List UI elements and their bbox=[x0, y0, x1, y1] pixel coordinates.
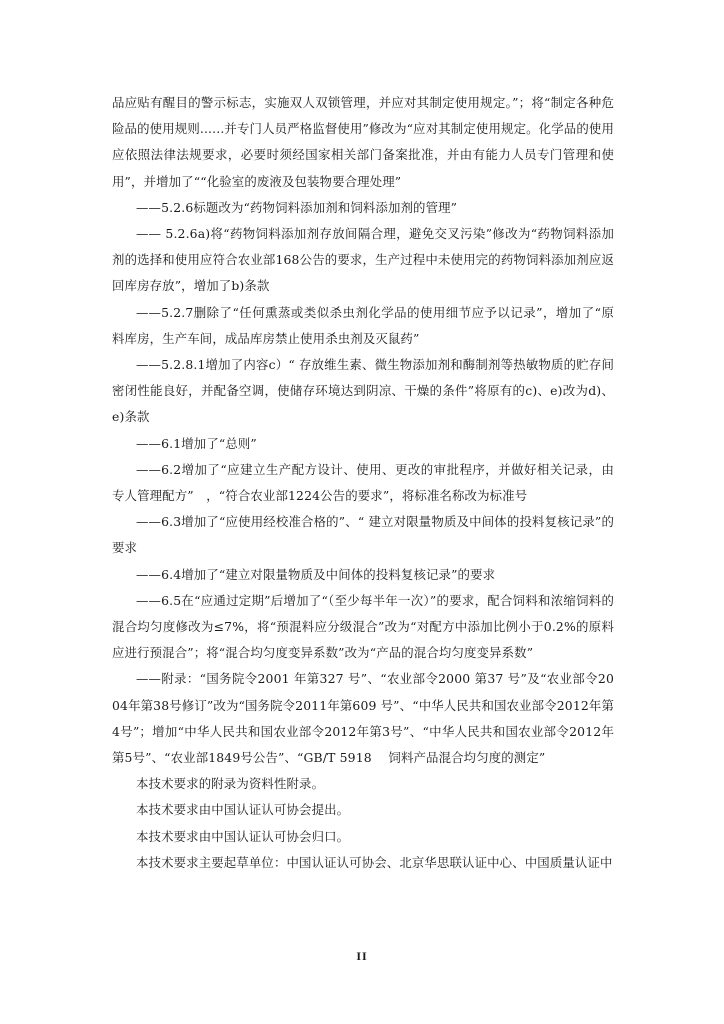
paragraph-drafting-units: 本技术要求主要起草单位：中国认证认可协会、北京华思联认证中心、中国质量认证中 bbox=[136, 854, 613, 870]
paragraph-6-4: ——6.4增加了“建立对限量物质及中间体的投料复核记录”的要求 bbox=[136, 566, 496, 582]
paragraph-5-2-7: ——5.2.7删除了“任何熏蒸或类似杀虫剂化学品的使用细节应予以记录”，增加了“原料库房，生产车间，成品库房禁止使用杀虫剂及灭鼠药” bbox=[112, 304, 614, 346]
paragraph-administered-by: 本技术要求由中国认证认可协会归口。 bbox=[136, 828, 350, 844]
paragraph-6-1: ——6.1增加了“总则” bbox=[136, 435, 257, 451]
paragraph-5-2-6a: —— 5.2.6a)将“药物饲料添加剂存放间隔合理，避免交叉污染”修改为“药物饲料添加剂的选择和使用应符合农业部168公告的要求，生产过程中未使用完的药物饲料添加剂应返回库房存放”，增加了b)条款 bbox=[112, 226, 614, 294]
paragraph-6-3: ——6.3增加了“应使用经校准合格的”、“ 建立对限量物质及中间体的投料复核记录”的要求 bbox=[112, 514, 614, 556]
paragraph-proposed-by: 本技术要求由中国认证认可协会提出。 bbox=[136, 802, 350, 818]
paragraph-6-5: ——6.5在“应通过定期”后增加了“（至少每半年一次）”的要求，配合饲料和浓缩饲料的混合均匀度修改为≤7%，将“预混料应分级混合”改为“对配方中添加比例小于0.2%的原料应进行预混合”；将“混合均匀度变异系数”改为“产品的混合均匀度变异系数” bbox=[112, 592, 614, 661]
paragraph-appendix-changes: ——附录：“国务院令2001 年第327 号”、“农业部令2000 第37 号”及“农业部令2004年第38号修订”改为“国务院令2011年第609 号”、“中华人民共和国农业部令2012年第4号”；增加“中华人民共和国农业部令2012年第3号”、“中华人民共和国农业部令2012年第5号”、“农业部1849号公告”、“GB/T 5918 饲料产品混合均匀度的测定” bbox=[112, 671, 614, 766]
paragraph-appendix-note: 本技术要求的附录为资料性附录。 bbox=[136, 776, 325, 792]
paragraph-5-2-8-1: ——5.2.8.1增加了内容c）“ 存放维生素、微生物添加剂和酶制剂等热敏物质的贮存间密闭性能良好，并配备空调，使储存环境达到阴凉、干燥的条件”将原有的c)、e)改为d)、e)条款 bbox=[112, 357, 614, 425]
document-body bbox=[112, 90, 614, 876]
paragraph-6-2: ——6.2增加了“应建立生产配方设计、使用、更改的审批程序，并做好相关记录，由专人管理配方” ，“符合农业部1224公告的要求”，将标准名称改为标准号 bbox=[112, 461, 614, 504]
paragraph-hazardous-chemicals: 品应贴有醒目的警示标志，实施双人双锁管理，并应对其制定使用规定。”；将“制定各种危险品的使用规则......并专门人员严格监督使用”修改为“应对其制定使用规定。化学品的使用应依照法律法规要求，必要时须经国家相关部门备案批准，并由有能力人员专门管理和使用”，并增加了““化验室的废液及包装物要合理处理” bbox=[112, 95, 614, 189]
page-number: II bbox=[356, 949, 368, 963]
paragraph-5-2-6-title: ——5.2.6标题改为“药物饲料添加剂和饲料添加剂的管理” bbox=[136, 199, 458, 215]
